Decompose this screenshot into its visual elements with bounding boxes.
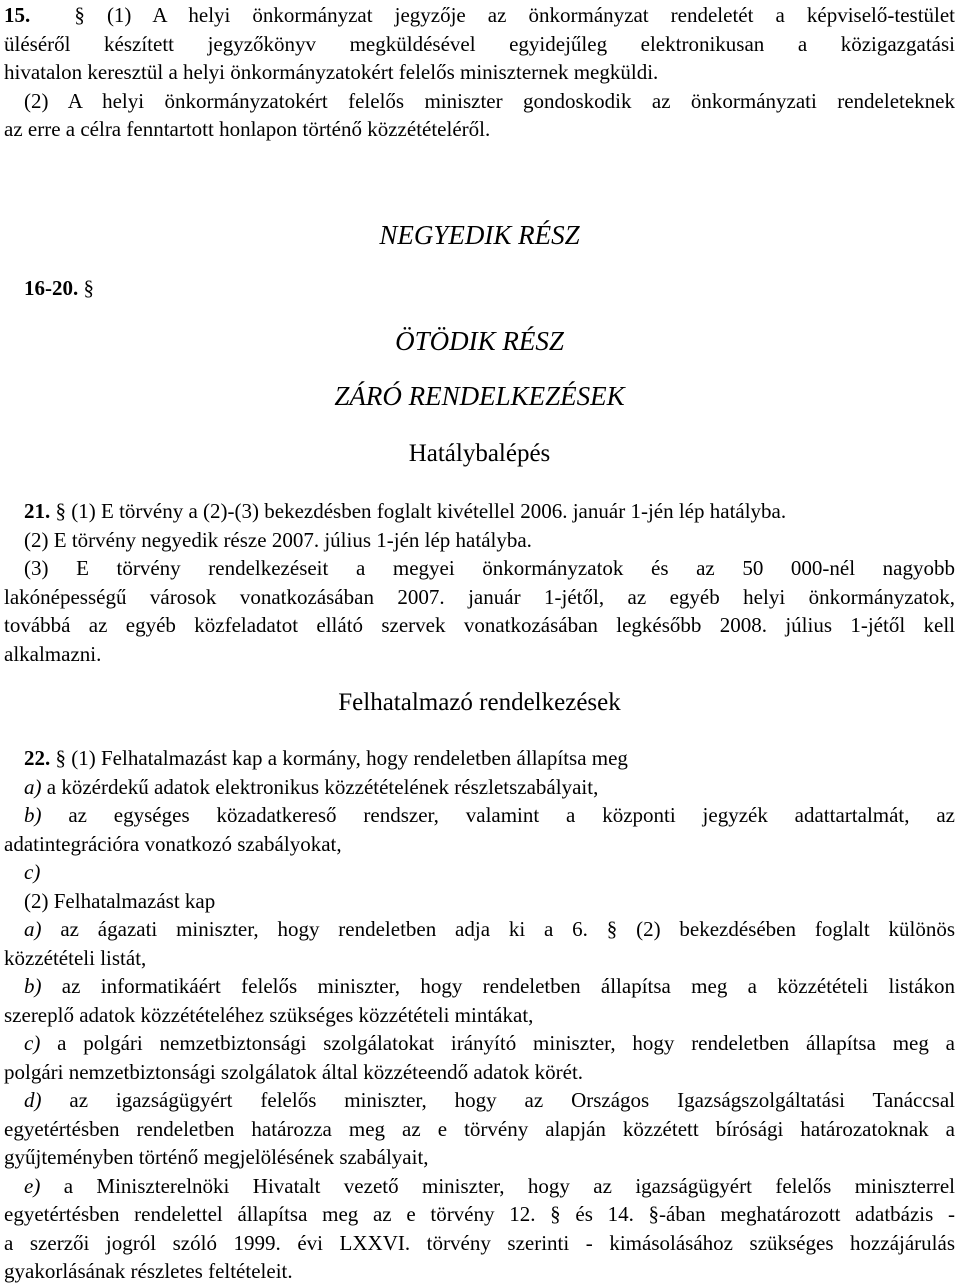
section-21-para-1: 21. § (1) E törvény a (2)-(3) bekezdésben foglalt kivétellel 2006. január 1-jén lép hatályba. [24, 499, 787, 523]
paragraph-symbol: § [606, 917, 618, 941]
paragraph-symbol: § [550, 1202, 561, 1226]
paragraph-symbol: § [55, 746, 66, 770]
heading-felhatalmazo: Felhatalmazó rendelkezések [338, 689, 621, 716]
section-21-para-3-line-1: (3) E törvény rendelkezéseit a megyei önkormányzatok és az 50 000-nél nagyobb [24, 556, 955, 580]
point-2c-line-1: c) a polgári nemzetbiztonsági szolgálatokat irányító miniszter, hogy rendeletben állapítsa meg a [24, 1031, 955, 1055]
section-22 [4, 744, 955, 1286]
section-range-number: 16-20. [24, 276, 79, 300]
section-15-line-3: hivatalon keresztül a helyi önkormányzatokért felelős miniszternek megküldi. [4, 60, 659, 84]
section-15 [4, 1, 955, 144]
section-16-20 [24, 274, 94, 303]
section-21-para-3-line-3: továbbá az egyéb közfeladatot ellátó szervek vonatkozásában legkésőbb 2008. július 1-jétől kell [4, 613, 955, 637]
point-b-line-1: b) az egységes közadatkereső rendszer, valamint a központi jegyzék adattartalmát, az [24, 803, 955, 827]
point-2b-line-1: b) az informatikáért felelős miniszter, hogy rendeletben állapítsa meg a közzétételi listákon [24, 974, 955, 998]
point-2d-line-1: d) az igazságügyért felelős miniszter, hogy az Országos Igazságszolgáltatási Tanáccsal [24, 1088, 955, 1112]
point-c: c) [24, 860, 41, 884]
section-number: 15. [4, 3, 31, 27]
point-2e-line-1: e) a Miniszterelnöki Hivatalt vezető miniszter, hogy az igazságügyért felelős miniszterrel [24, 1173, 955, 1198]
point-b-line-2: adatintegrációra vonatkozó szabályokat, [4, 831, 342, 856]
section-15-para-2-line-1: (2) A helyi önkormányzatokért felelős miniszter gondoskodik az önkormányzati rendeleteknek [24, 88, 955, 113]
point-2e-line-4: gyakorlásának részletes feltételeit. [4, 1259, 293, 1283]
paragraph-symbol: § [83, 276, 94, 300]
point-2a-line-1: a) az ágazati miniszter, hogy rendeletben adja ki a 6. § (2) bekezdésében foglalt különös [24, 917, 955, 941]
point-2a-line-2: közzétételi listát, [4, 945, 147, 970]
part-5-subtitle: ZÁRÓ RENDELKEZÉSEK [334, 381, 625, 411]
paragraph-symbol: § [74, 3, 85, 27]
heading-hatalybalepes: Hatálybalépés [408, 440, 551, 467]
part-5-title: ÖTÖDIK RÉSZ [395, 326, 564, 356]
section-15-line-2: üléséről készített jegyzőkönyv megküldésével egyidejűleg elektronikusan a közigazgatási [4, 31, 955, 56]
section-22-para-2: (2) Felhatalmazást kap [24, 888, 216, 913]
section-21-para-3-line-2: lakónépességű városok vonatkozásában 2007. január 1-jétől, az egyéb helyi önkormányzatok, [4, 584, 955, 609]
paragraph-symbol: § [55, 499, 66, 523]
section-number: 22. [24, 746, 51, 770]
point-2b-line-2: szereplő adatok közzétételéhez szükséges közzétételi mintákat, [4, 1002, 534, 1027]
point-2d-line-3: gyűjteményben történő megjelölésének szabályait, [4, 1145, 429, 1169]
point-2d-line-2: egyetértésben rendeletben határozza meg az e törvény alapján közzétett bírósági határozatoknak a [4, 1116, 955, 1141]
point-2c-line-2: polgári nemzetbiztonsági szolgálatok által közzéteendő adatok körét. [4, 1059, 584, 1084]
point-a: a) a közérdekű adatok elektronikus közzétételének részletszabályait, [24, 774, 599, 799]
section-21-para-3-line-4: alkalmazni. [4, 641, 102, 666]
point-2e-line-3: a szerzői jogról szóló 1999. évi LXXVI. törvény szerinti - kimásolásához szükséges hozzájárulás [4, 1230, 955, 1255]
part-4-title: NEGYEDIK RÉSZ [379, 220, 580, 250]
section-15-line-1: 15. § (1) A helyi önkormányzat jegyzője az önkormányzat rendeletét a képviselő-testület [4, 3, 956, 27]
section-21 [4, 497, 955, 668]
section-22-para-1: 22. § (1) Felhatalmazást kap a kormány, hogy rendeletben állapítsa meg [24, 746, 628, 770]
section-number: 21. [24, 499, 51, 523]
point-2e-line-2: egyetértésben rendelettel állapítsa meg az e törvény 12. § és 14. §-ában meghatározott adatbázis - [4, 1202, 956, 1226]
paragraph-symbol: § [648, 1202, 660, 1226]
section-15-para-2-line-2: az erre a célra fenntartott honlapon történő közzétételéről. [4, 117, 491, 141]
section-21-para-2: (2) E törvény negyedik része 2007. július 1-jén lép hatályba. [24, 527, 532, 552]
